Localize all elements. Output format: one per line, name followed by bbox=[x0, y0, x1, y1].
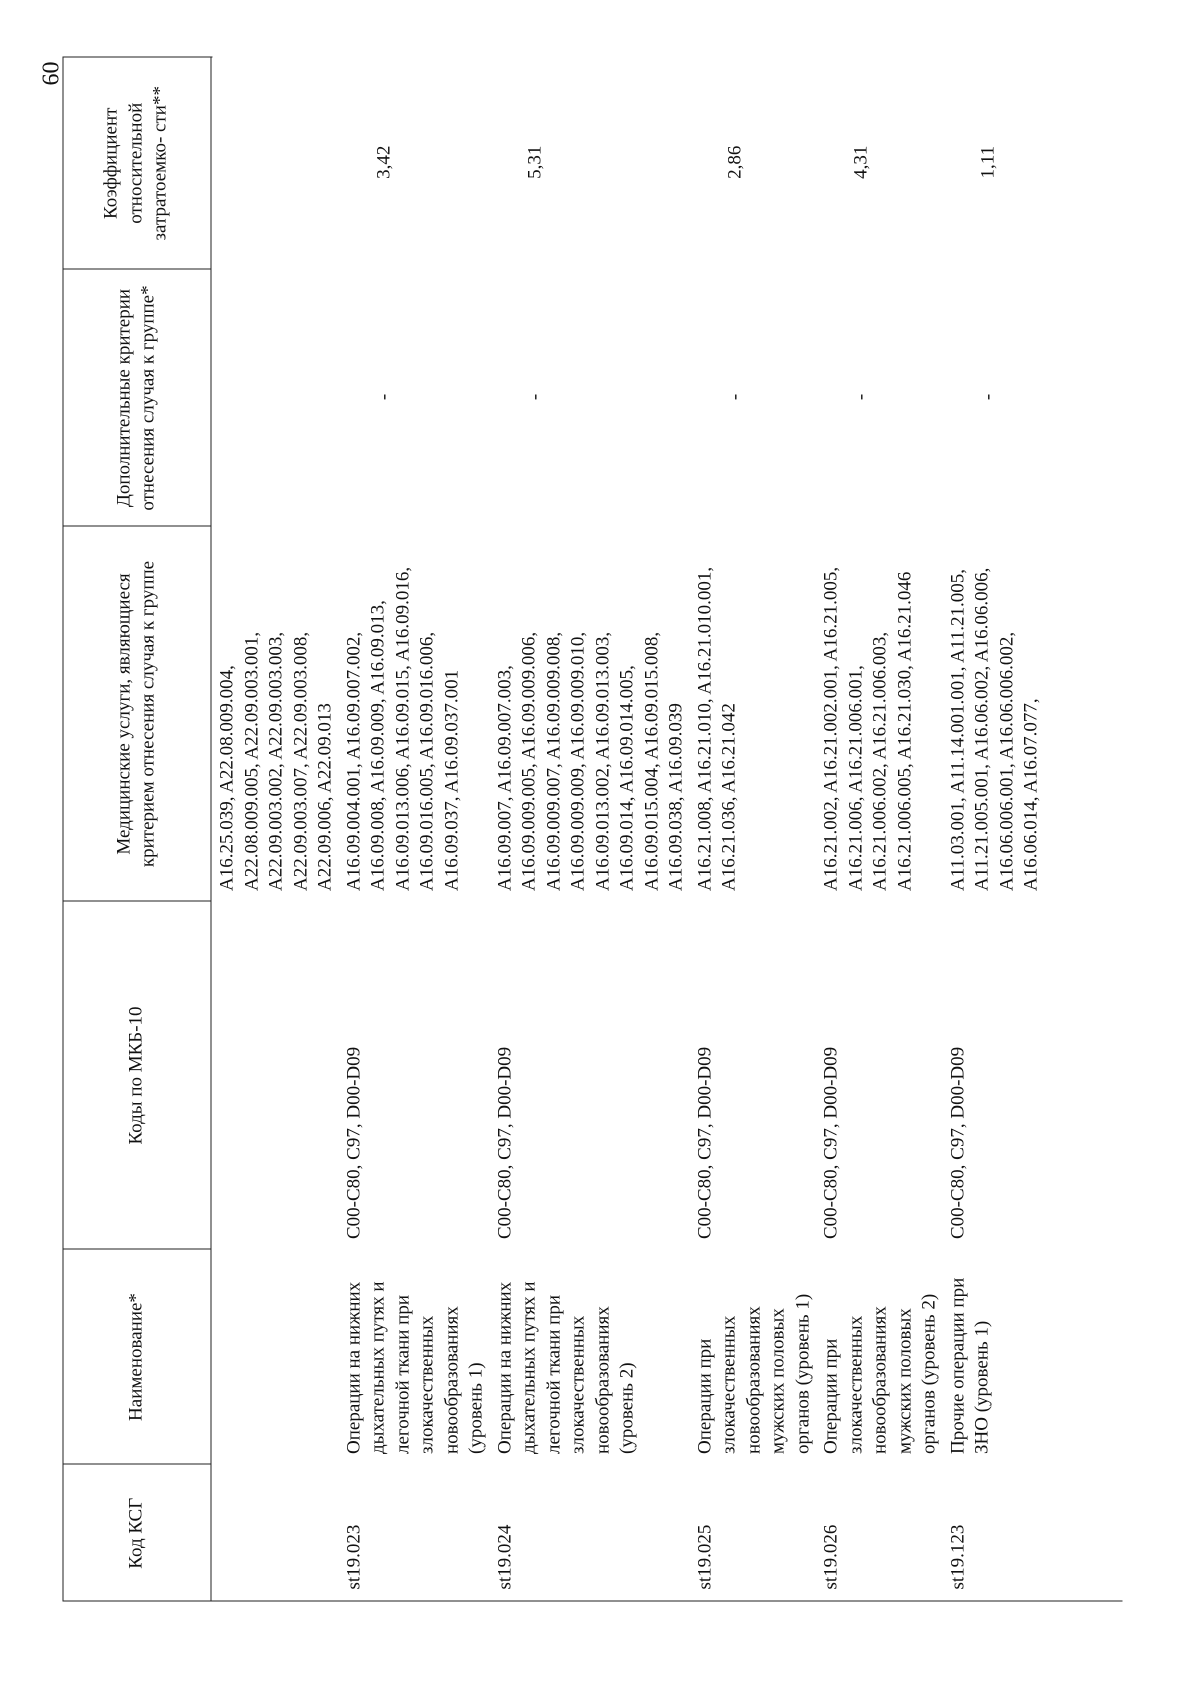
icd-codes: C00-C80, C97, D00-D09 bbox=[493, 1046, 515, 1239]
page-number: 60 bbox=[38, 61, 64, 85]
table-row bbox=[689, 57, 816, 1601]
header-icd: Коды по МКБ-10 bbox=[62, 901, 211, 1249]
ksg-code: st19.026 bbox=[820, 1524, 841, 1589]
table-header-row bbox=[62, 57, 211, 1601]
group-name: Операции при злокачественных новообразованиях мужских половых органов (уровень 1) bbox=[693, 1293, 813, 1454]
additional-criteria: - bbox=[523, 393, 545, 400]
header-coef: Коэффициент относительной затратоемко- сти** bbox=[62, 57, 211, 269]
icd-codes: C00-C80, C97, D00-D09 bbox=[693, 1046, 715, 1239]
table-row bbox=[338, 57, 489, 1601]
service-codes: A11.03.001, A11.14.001.001, A11.21.005, A11.21.005.001, A16.06.002, A16.06.006, A16.06.006.001, A16.06.006.002, A16.06.014, A16.07.077, bbox=[946, 567, 1041, 891]
additional-criteria: - bbox=[976, 393, 998, 400]
group-name: Операции на нижних дыхательных путях и легочной ткани при злокачественных новообразованиях (уровень 1) bbox=[342, 1280, 486, 1454]
table-row bbox=[815, 57, 942, 1601]
icd-codes: C00-C80, C97, D00-D09 bbox=[946, 1046, 968, 1239]
ksg-code: st19.025 bbox=[693, 1524, 715, 1589]
icd-codes: C00-C80, C97, D00-D09 bbox=[342, 1046, 364, 1239]
cost-coefficient: 1,11 bbox=[976, 145, 998, 179]
header-criteria: Дополнительные критерии отнесения случая к группе* bbox=[62, 269, 211, 526]
additional-criteria: - bbox=[372, 393, 394, 400]
additional-criteria: - bbox=[723, 393, 745, 400]
ksg-code: st19.023 bbox=[342, 1524, 364, 1589]
header-services: Медицинские услуги, являющиеся критерием отнесения случая к группе bbox=[62, 526, 211, 901]
cost-coefficient: 3,42 bbox=[372, 145, 394, 179]
cost-coefficient: 2,86 bbox=[723, 145, 745, 179]
additional-criteria: - bbox=[850, 393, 871, 400]
service-codes: A16.21.002, A16.21.002.001, A16.21.005, A16.21.006, A16.21.006.001, A16.21.006.002, A16.21.006.003, A16.21.006.005, A16.21.030, A16.21.046 bbox=[820, 566, 915, 891]
service-codes: A16.09.004.001, A16.09.007.002, A16.09.008, A16.09.009, A16.09.013, A16.09.013.006, A16.09.015, A16.09.016, A16.09.016.005, A16.09.016.006, A16.09.037, A16.09.037.001 bbox=[342, 566, 462, 891]
ksg-table bbox=[62, 57, 1044, 1601]
table-row-continuation bbox=[211, 57, 338, 1601]
table-row bbox=[489, 57, 689, 1601]
services-continuation: A16.25.039, A22.08.009.004, A22.08.009.005, A22.09.003.001, A22.09.003.002, A22.09.003.003, A22.09.003.007, A22.09.003.008, A22.09.006, A22.09.013 bbox=[216, 631, 335, 891]
header-name: Наименование* bbox=[62, 1249, 211, 1464]
group-name: Операции на нижних дыхательных путях и легочной ткани при злокачественных новообразованиях (уровень 2) bbox=[493, 1280, 637, 1454]
ksg-code: st19.024 bbox=[493, 1524, 515, 1589]
group-name: Операции при злокачественных новообразованиях мужских половых органов (уровень 2) bbox=[820, 1293, 939, 1454]
group-name: Прочие операции при ЗНО (уровень 1) bbox=[946, 1277, 992, 1454]
icd-codes: C00-C80, C97, D00-D09 bbox=[820, 1046, 841, 1239]
cost-coefficient: 4,31 bbox=[850, 145, 871, 179]
cost-coefficient: 5,31 bbox=[523, 145, 545, 179]
service-codes: A16.21.008, A16.21.010, A16.21.010.001, A16.21.036, A16.21.042 bbox=[693, 566, 739, 891]
header-code: Код КСГ bbox=[62, 1464, 211, 1601]
table-row bbox=[942, 57, 1044, 1601]
service-codes: A16.09.007, A16.09.007.003, A16.09.009.005, A16.09.009.006, A16.09.009.007, A16.09.009.008, A16.09.009.009, A16.09.009.010, A16.09.013.002, A16.09.013.003, A16.09.014, A16.09.014.005, A16.09.015.004, A16.09.015.008, A16.09.038, A16.09.039 bbox=[493, 631, 686, 891]
ksg-code: st19.123 bbox=[946, 1524, 968, 1589]
